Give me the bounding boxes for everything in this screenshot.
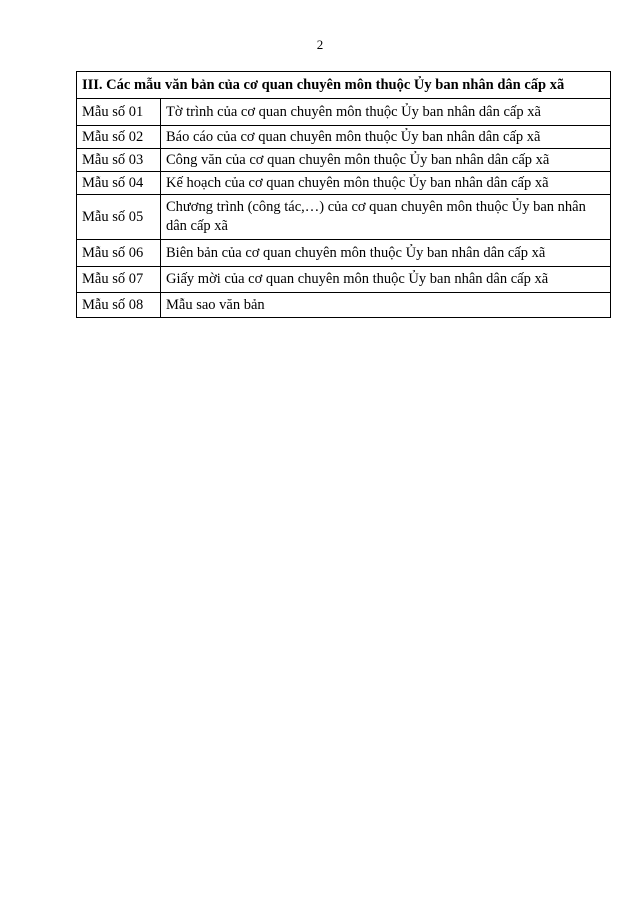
table-row — [77, 293, 611, 318]
form-description: Tờ trình của cơ quan chuyên môn thuộc Ủy ban nhân dân cấp xã — [161, 99, 611, 126]
table-row — [77, 149, 611, 172]
table-row — [77, 172, 611, 195]
form-code: Mẫu số 03 — [77, 149, 161, 172]
form-description: Công văn của cơ quan chuyên môn thuộc Ủy ban nhân dân cấp xã — [161, 149, 611, 172]
table-row — [77, 267, 611, 293]
form-code: Mẫu số 01 — [77, 99, 161, 126]
forms-table — [76, 71, 611, 318]
form-code: Mẫu số 07 — [77, 267, 161, 293]
page-number: 2 — [316, 37, 324, 52]
table-row — [77, 99, 611, 126]
table-row — [77, 126, 611, 149]
form-description: Chương trình (công tác,…) của cơ quan chuyên môn thuộc Ủy ban nhân dân cấp xã — [161, 195, 611, 240]
form-description: Giấy mời của cơ quan chuyên môn thuộc Ủy ban nhân dân cấp xã — [161, 267, 611, 293]
form-code: Mẫu số 06 — [77, 240, 161, 267]
section-title: III. Các mẫu văn bản của cơ quan chuyên môn thuộc Ủy ban nhân dân cấp xã — [77, 72, 611, 99]
form-description: Báo cáo của cơ quan chuyên môn thuộc Ủy ban nhân dân cấp xã — [161, 126, 611, 149]
form-code: Mẫu số 08 — [77, 293, 161, 318]
form-code: Mẫu số 05 — [77, 195, 161, 240]
form-description: Biên bản của cơ quan chuyên môn thuộc Ủy ban nhân dân cấp xã — [161, 240, 611, 267]
table-row — [77, 240, 611, 267]
form-description: Kế hoạch của cơ quan chuyên môn thuộc Ủy ban nhân dân cấp xã — [161, 172, 611, 195]
form-description: Mẫu sao văn bản — [161, 293, 611, 318]
form-code: Mẫu số 04 — [77, 172, 161, 195]
table-header-row — [77, 72, 611, 99]
table-row — [77, 195, 611, 240]
form-code: Mẫu số 02 — [77, 126, 161, 149]
